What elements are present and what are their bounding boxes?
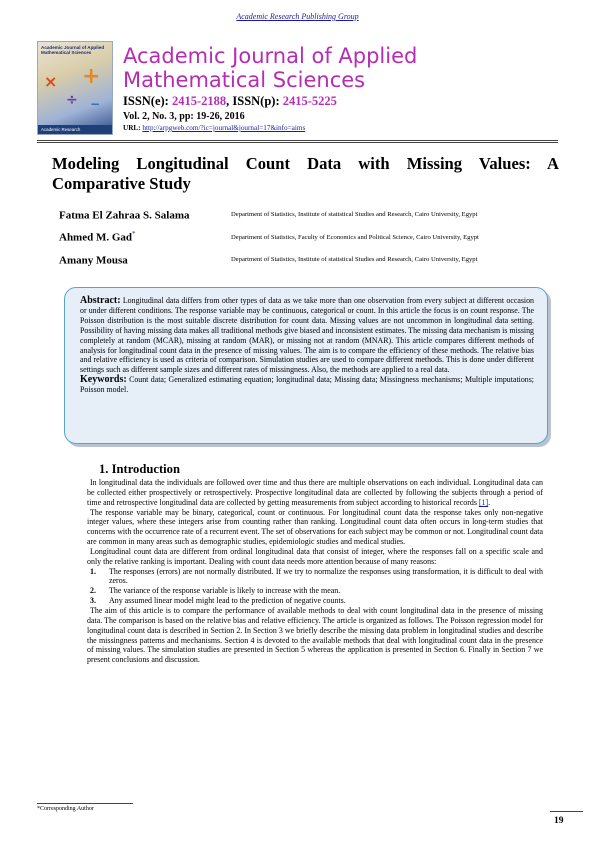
section-heading: 1. Introduction bbox=[99, 462, 180, 476]
cover-minus-symbol: − bbox=[90, 97, 101, 111]
journal-title: Academic Journal of Applied Mathematical Sciences bbox=[123, 44, 418, 92]
header-divider-double bbox=[37, 142, 558, 143]
abstract-text: Abstract: Longitudinal data differs from other types of data as we take more than one observation from every subject at different occasion or under different conditions. The response variable may be continuous, categorical or count. In this article the focus is on count response. The Poisson distribution is the most suitable discrete distribution for count data. Missing values are not uncommon in longitudinal data setting. Possibility of having missing data makes all traditional methods give biased and inconsistent estimates. The missing data mechanism is missing completely at random (MCAR), missing at random (MAR), or missing not at random (MNAR). This article compares different methods of analysis for longitudinal count data in the presence of missing values. The aim is to compare the efficiency of these methods. The relative bias and relative efficiency is used as criteria of comparison. Simulation studies are used to compare different methods. This is done under different settings such as different sample sizes and different rates of missingness. Also, the methods are applied to a real data. bbox=[80, 295, 534, 375]
paper-title: Modeling Longitudinal Count Data with Missing Values: A Comparative Study bbox=[52, 154, 559, 193]
section-body bbox=[87, 478, 543, 665]
author-name: Amany Mousa bbox=[59, 254, 128, 267]
journal-url-line: URL: http://arpgweb.com/?ic=journal&journal=17&info=aims bbox=[123, 124, 306, 132]
issn-electronic: 2415-2188 bbox=[171, 94, 227, 108]
issn-print: 2415-5225 bbox=[282, 94, 337, 108]
abstract-heading: Abstract: bbox=[80, 295, 121, 306]
citation-link[interactable]: [1] bbox=[478, 497, 489, 507]
cover-footer: Academic Research bbox=[38, 125, 113, 134]
abstract-box bbox=[64, 287, 548, 444]
author-name: Ahmed M. Gad* bbox=[59, 230, 136, 244]
author-name: Fatma El Zahraa S. Salama bbox=[59, 209, 190, 222]
page-number: 19 bbox=[554, 816, 564, 826]
cover-divide-symbol: ÷ bbox=[66, 92, 78, 108]
keywords-heading: Keywords: bbox=[80, 374, 127, 386]
journal-url-link[interactable]: http://arpgweb.com/?ic=journal&journal=17&info=aims bbox=[142, 124, 306, 132]
header-divider bbox=[37, 140, 558, 141]
author-affiliation: Department of Statistics, Institute of statistical Studies and Research, Cairo University, Egypt bbox=[231, 211, 478, 218]
author-affiliation: Department of Statistics, Faculty of Economics and Political Science, Cairo University, Egypt bbox=[231, 234, 479, 241]
paragraph: The aim of this article is to compare the performance of available methods to deal with count longitudinal data in the presence of missing data. The comparison is based on the relative bias and relative efficiency. The article is organized as follows. The Poisson regression model for longitudinal count data is described in Section 2. In Section 3 we briefly describe the missing data problem in longitudinal studies and describe the missingness patterns and mechanisms. Section 4 is devoted to the available methods that deal with longitudinal count data in the presence of missing values. The simulation studies are presented in Section 5 whereas the application is presented in Section 6. Finally in Section 7 we present conclusions and discussion. bbox=[87, 605, 543, 665]
footnote: *Corresponding Author bbox=[37, 806, 94, 812]
author-affiliation: Department of Statistics, Institute of statistical Studies and Research, Cairo University, Egypt bbox=[231, 256, 478, 263]
paragraph: The response variable may be binary, categorical, count or continuous. For longitudinal count data the response takes only non-negative integer values, where these integers arise from counting rather than ranking. Longitudinal count data often occurs in long-term studies that concerns with the occurrence rate of a recurrent event. The set of observations for each subject may be common or not. Longitudinal count data are common in many areas such as demographic studies, epidemiologic studies and medical studies. bbox=[87, 507, 543, 547]
cover-times-symbol: × bbox=[44, 72, 58, 91]
volume-info: Vol. 2, No. 3, pp: 19-26, 2016 bbox=[123, 111, 245, 122]
paragraph: Longitudinal count data are different from ordinal longitudinal data that consist of integer, where the responses fall on a specific scale and only the relative ranking is important. Dealing with count data needs more attention because of many reasons: bbox=[87, 546, 543, 566]
publisher-name[interactable]: Academic Research Publishing Group bbox=[236, 12, 359, 21]
paragraph: In longitudinal data the individuals are followed over time and thus there are multiple observations on each individual. Longitudinal data can be collected either prospectively or retrospectively. Prospective longitudinal data are collected by following the subjects through a period of time and retrospective longitudinal data are collected by getting measurements from subject according to historical records [1]. bbox=[87, 478, 543, 507]
list-item: 3. Any assumed linear model might lead to the prediction of negative counts. bbox=[90, 596, 346, 606]
cover-plus-symbol: + bbox=[82, 64, 101, 89]
keywords: Keywords: Count data; Generalized estimating equation; longitudinal data; Missing data; Missingness mechanisms; Multiple imputations; Poisson model. bbox=[80, 374, 534, 395]
list-item: 1. The responses (errors) are not normally distributed. If we try to normalize the responses using transformation, it is difficult to deal with zeros. bbox=[90, 566, 543, 586]
cover-title: Academic Journal of Applied Mathematical Sciences bbox=[41, 45, 105, 56]
corresponding-author-mark: * bbox=[132, 230, 136, 238]
footnote-divider bbox=[37, 803, 133, 804]
issn-line: ISSN(e): 2415-2188, ISSN(p): 2415-5225 bbox=[123, 94, 337, 108]
page-number-rule bbox=[550, 811, 583, 812]
reasons-list bbox=[87, 567, 543, 606]
list-item: 2. The variance of the response variable is likely to increase with the mean. bbox=[90, 586, 341, 596]
journal-cover-image bbox=[37, 41, 113, 135]
